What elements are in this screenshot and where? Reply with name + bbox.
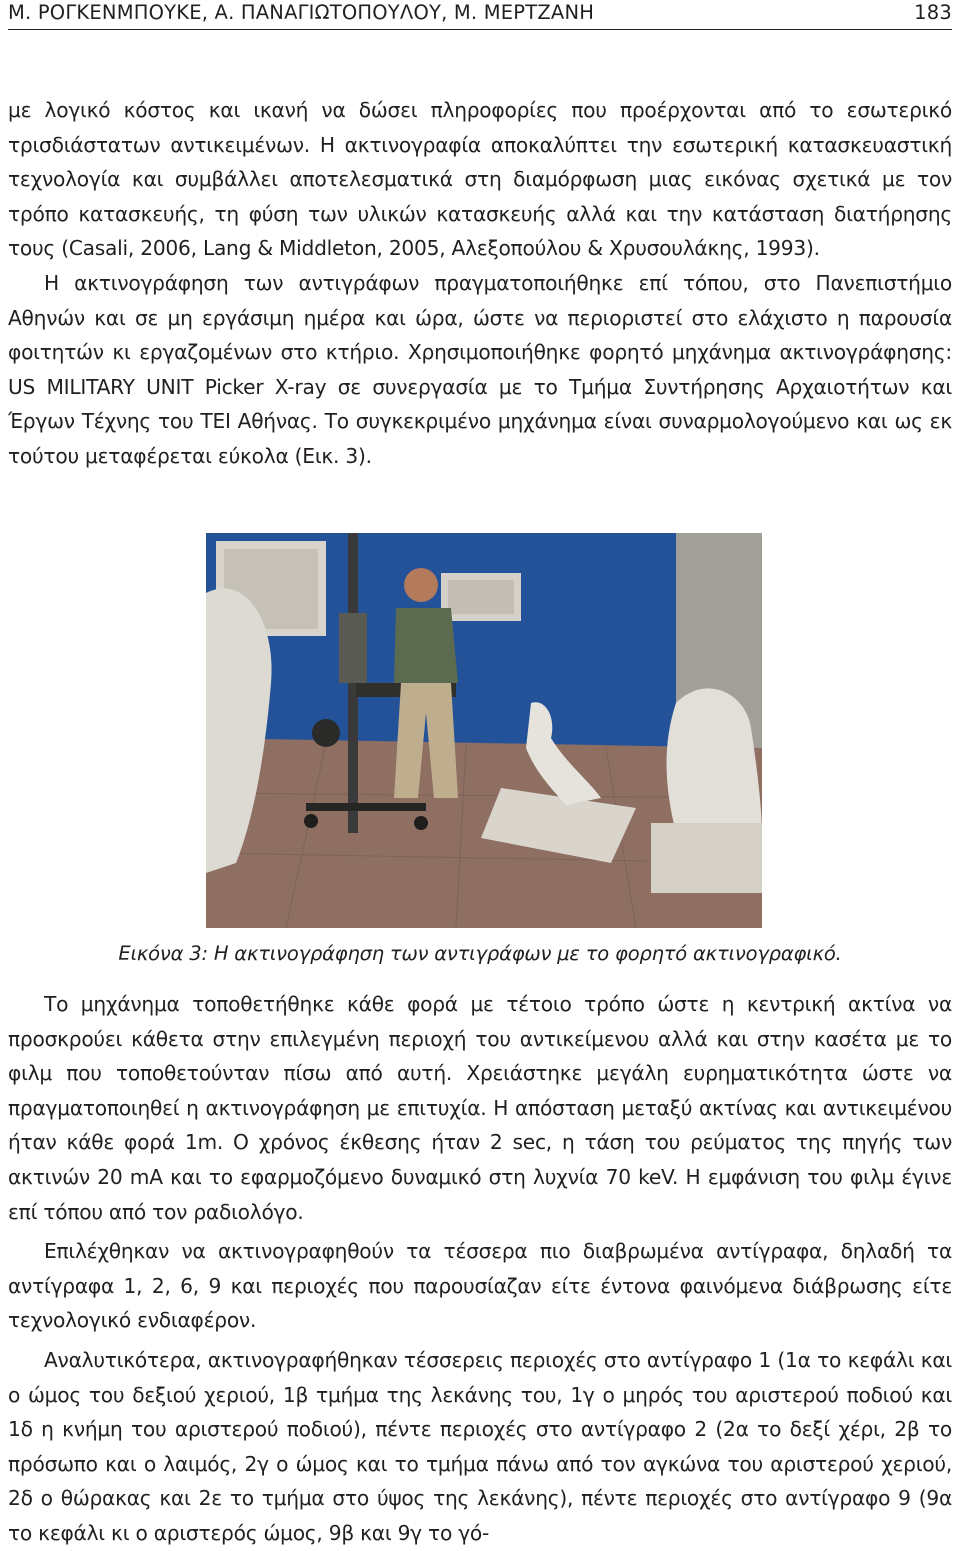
figure-caption: Εικόνα 3: Η ακτινογράφηση των αντιγράφων με το φορητό ακτινογραφικό. <box>118 942 842 965</box>
page-number: 183 <box>914 1 952 24</box>
paragraph-4: Επιλέχθηκαν να ακτινογραφηθούν τα τέσσερα πιο διαβρωμένα αντίγραφα, δηλαδή τα αντίγραφα 1, 2, 6, 9 και περιοχές που παρουσίαζαν είτε έντονα φαινόμενα διάβρωσης είτε τεχνολογικό ενδιαφέρον. <box>8 1239 952 1333</box>
figure-photo-xray-session <box>206 533 762 928</box>
paragraph-1: με λογικό κόστος και ικανή να δώσει πληροφορίες που προέρχονται από το εσωτερικό τρισδιάστατων αντικειμένων. Η ακτινογραφία αποκαλύπτει την εσωτερική κατασκευαστική τεχνολογία και συμβάλλει αποτελεσματικά στη διαμόρφωση μιας εικόνας σχετικά με τον τρόπο κατασκευής, τη φύση των υλικών κατασκευής αλλά και την κατάσταση διατήρησης τους (Casali, 2006, Lang & Middleton, 2005, Αλεξοπούλου & Χρυσουλάκης, 1993). <box>8 98 952 261</box>
running-header <box>8 0 952 30</box>
body-text-lower <box>8 987 952 1551</box>
paragraph-2: Η ακτινογράφηση των αντιγράφων πραγματοποιήθηκε επί τόπου, στο Πανεπιστήμιο Αθηνών και σε μη εργάσιμη ημέρα και ώρα, ώστε να περιοριστεί στο ελάχιστο η παρουσία φοιτητών κι εργαζομένων στο κτήριο. Χρησιμοποιήθηκε φορητό μηχάνημα ακτινογράφησης: US MILITARY UNIT Picker X-ray σε συνεργασία με το Τμήμα Συντήρησης Αρχαιοτήτων και Έργων Τέχνης του ΤΕΙ Αθήνας. Το συγκεκριμένο μηχάνημα είναι συναρμολογούμενο και ως εκ τούτου μεταφέρεται εύκολα (Εικ. 3). <box>8 270 952 468</box>
paragraph-3: Το μηχάνημα τοποθετήθηκε κάθε φορά με τέτοιο τρόπο ώστε η κεντρική ακτίνα να προσκρούει κάθετα στην επιλεγμένη περιοχή του αντικείμενου αλλά και στην κασέτα με το φιλμ που τοποθετούνταν πίσω από αυτή. Χρειάστηκε μεγάλη ευρηματικότητα ώστε να πραγματοποιηθεί η ακτινογράφηση με επιτυχία. Η απόσταση μεταξύ ακτίνας και αντικειμένου ήταν κάθε φορά 1m. Ο χρόνος έκθεσης ήταν 2 sec, η τάση του ρεύματος της πηγής των ακτινών 20 mA και το εφαρμοζόμενο δυναμικό στη λυχνία 70 keV. Η εμφάνιση του φιλμ έγινε επί τόπου από τον ραδιολόγο. <box>8 992 952 1224</box>
paragraph-5: Αναλυτικότερα, ακτινογραφήθηκαν τέσσερεις περιοχές στο αντίγραφο 1 (1α το κεφάλι και ο ώμος του δεξιού χεριού, 1β τμήμα της λεκάνης του, 1γ ο μηρός του αριστερού ποδιού και 1δ η κνήμη του αριστερού ποδιού), πέντε περιοχές στο αντίγραφο 2 (2α το δεξί χέρι, 2β το πρόσωπο και ο λαιμός, 2γ ο ώμος και το τμήμα πάνω από τον αγκώνα του αριστερού χεριού, 2δ ο θώρακας και 2ε το τμήμα στο ύψος της λεκάνης), πέντε περιοχές στο αντίγραφο 9 (9α το κεφάλι κι ο αριστερός ώμος, 9β και 9γ το γό- <box>8 1347 952 1545</box>
body-text-upper <box>8 93 952 474</box>
header-authors: Μ. ΡΟΓΚΕΝΜΠΟΥΚΕ, Α. ΠΑΝΑΓΙΩΤΟΠΟΥΛΟΥ, Μ. ΜΕΡΤΖΑΝΗ <box>8 1 595 24</box>
